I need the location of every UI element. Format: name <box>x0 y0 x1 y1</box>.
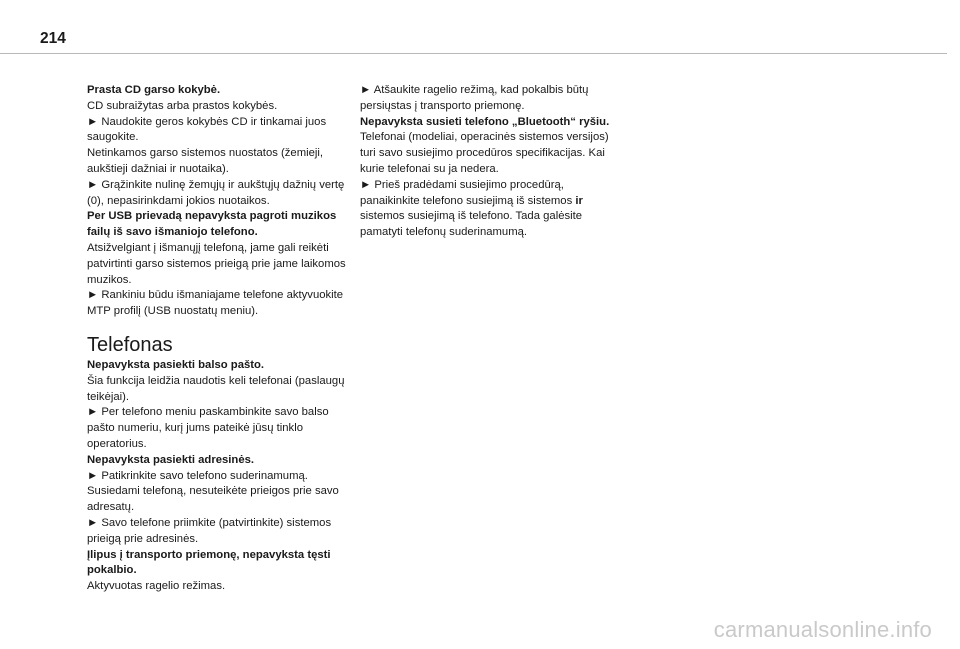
header-divider <box>0 53 947 54</box>
paragraph: Netinkamos garso sistemos nuostatos (žemieji, aukštieji dažniai ir nuotaika). <box>87 147 324 175</box>
emphasis: ir <box>575 194 583 207</box>
instruction <box>360 178 610 241</box>
heading-bluetooth-pairing: Nepavyksta susieti telefono „Bluetooth“ ryšiu. <box>360 115 610 128</box>
paragraph: Šia funkcija leidžia naudotis keli telefonai (paslaugų teikėjai). <box>87 374 345 403</box>
instruction: ► Grąžinkite nulinę žemųjų ir aukštųjų dažnių vertę (0), nepasirinkdami jokios nuotaikos. <box>87 178 345 207</box>
paragraph: Telefonai (modeliai, operacinės sistemos versijos) turi savo susiejimo procedūros specifikacijas. Kai kurie telefonai su ja nedera. <box>360 131 609 175</box>
instruction: ► Rankiniu būdu išmaniajame telefone aktyvuokite MTP profilį (USB nuostatų meniu). <box>87 289 344 318</box>
instruction: ► Patikrinkite savo telefono suderinamumą. <box>87 469 308 482</box>
instruction: ► Atšaukite ragelio režimą, kad pokalbis būtų persiųstas į transporto priemonę. <box>360 84 589 112</box>
instruction-text: sistemos susiejimą iš telefono. Tada galėsite pamatyti telefonų suderinamumą. <box>360 210 583 239</box>
instruction: ► Per telefono meniu paskambinkite savo balso pašto numeriu, kurį jums pateikė jūsų tinklo operatorius. <box>87 406 329 450</box>
heading-address-book: Nepavyksta pasiekti adresinės. <box>87 453 255 466</box>
heading-voicemail: Nepavyksta pasiekti balso pašto. <box>87 358 265 371</box>
section-title-telefonas: Telefonas <box>87 333 173 356</box>
paragraph: CD subraižytas arba prastos kokybės. <box>87 99 278 112</box>
instruction: ► Savo telefone priimkite (patvirtinkite) sistemos prieigą prie adresinės. <box>87 516 332 545</box>
paragraph: Aktyvuotas ragelio režimas. <box>87 580 226 593</box>
heading-usb-music: Per USB prievadą nepavyksta pagroti muzikos failų iš savo išmaniojo telefono. <box>87 210 337 239</box>
heading-continue-call: Įlipus į transporto priemonę, nepavyksta tęsti pokalbio. <box>87 548 331 577</box>
right-column <box>360 83 610 241</box>
heading-poor-cd-quality: Prasta CD garso kokybė. <box>87 84 221 96</box>
watermark: carmanualsonline.info <box>713 617 932 642</box>
instruction-text: ► Prieš pradėdami susiejimo procedūrą, panaikinkite telefono susiejimą iš sistemos <box>360 178 576 207</box>
instruction: ► Naudokite geros kokybės CD ir tinkamai juos saugokite. <box>87 115 327 144</box>
page-number: 214 <box>40 30 66 47</box>
paragraph: Atsižvelgiant į išmanųjį telefoną, jame gali reikėti patvirtinti garso sistemos prieigą prie jame laikomos muzikos. <box>87 241 346 286</box>
left-column <box>87 83 349 595</box>
paragraph: Susiedami telefoną, nesuteikėte prieigos prie savo adresatų. <box>87 485 339 514</box>
